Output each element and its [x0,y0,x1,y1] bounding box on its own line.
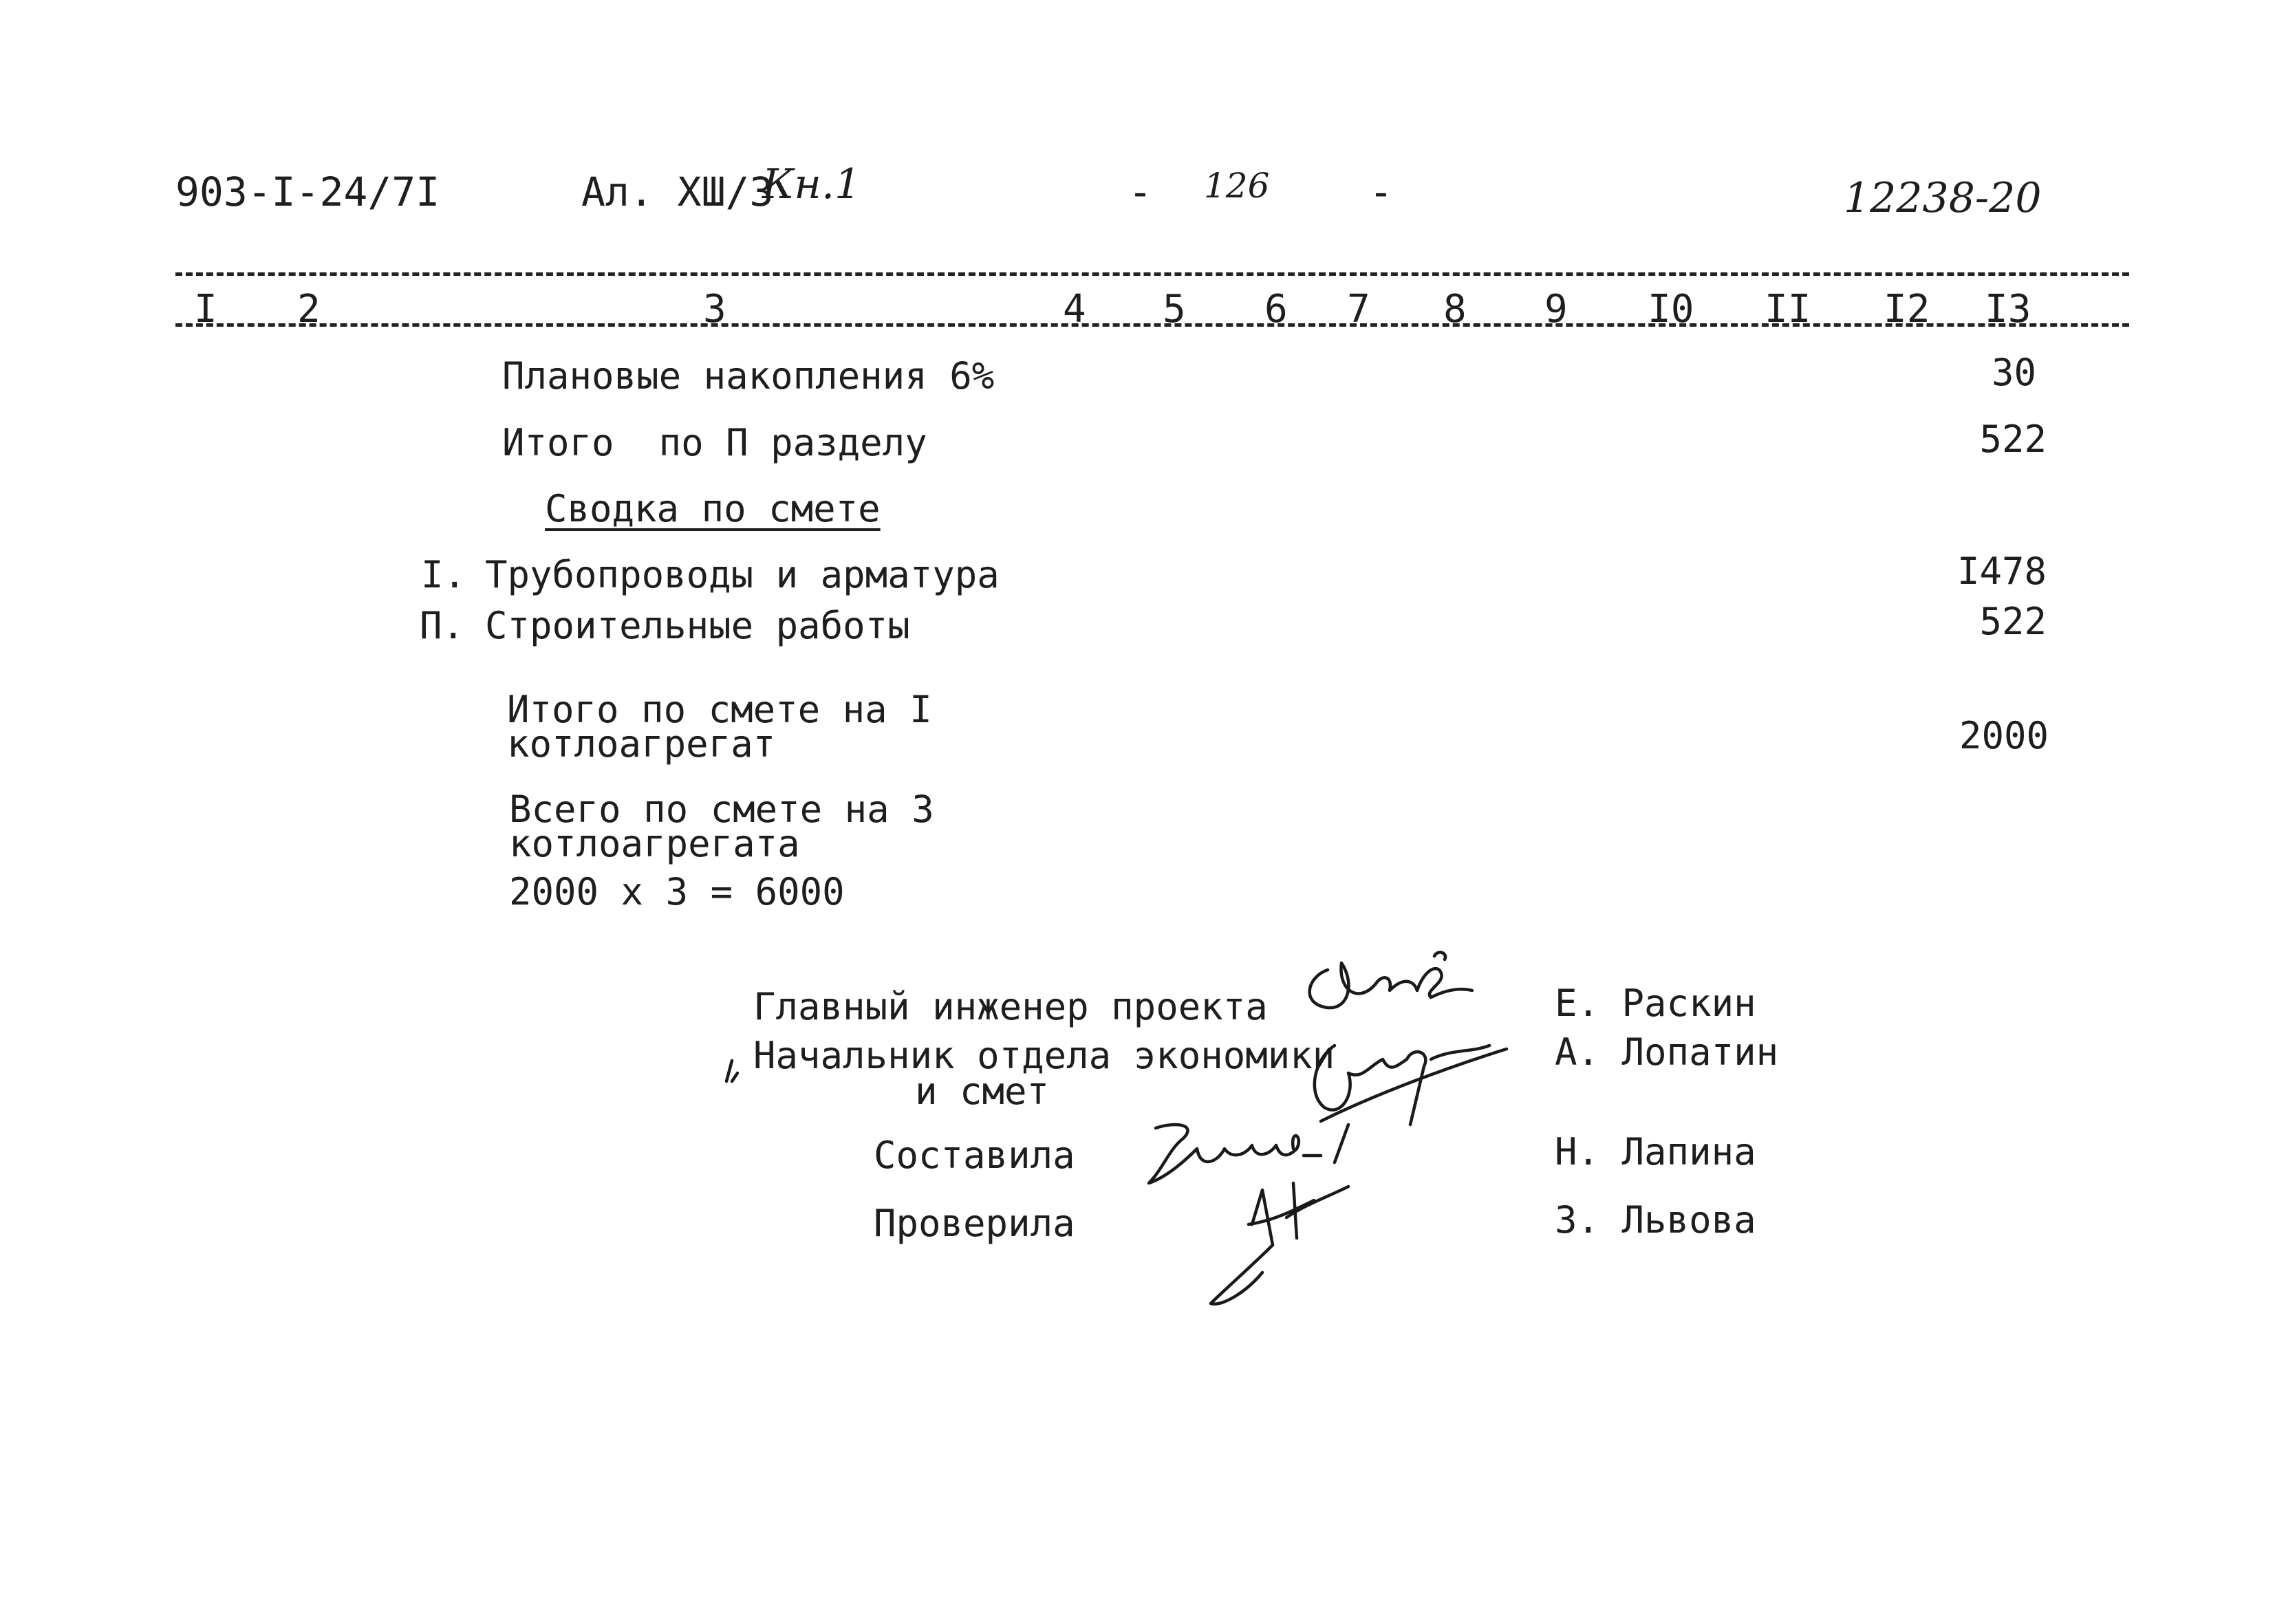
page-dash-left: - [1128,169,1152,215]
signature-role-chief-engineer: Главный инженер проекта [753,985,1268,1028]
summary-index-1: I. [421,553,466,596]
check-mark-icon [722,1052,750,1087]
row-value-planned-savings: 30 [1991,351,2036,394]
column-header-5: 5 [1163,287,1186,332]
row-label-planned-savings: Плановые накопления 6% [502,354,995,398]
column-header-3: 3 [703,287,726,332]
column-header-11: II [1765,287,1811,332]
column-header-13: I3 [1985,287,2031,332]
page-dash-right: - [1369,169,1393,215]
column-header-6: 6 [1264,287,1288,332]
summary-heading: Сводка по смете [545,487,881,530]
grand-total-line1: Всего по смете на 3 [509,788,934,831]
column-header-1: I [194,287,217,332]
page-number: 126 [1204,166,1270,206]
table-header-rule [175,323,2129,327]
album-handwritten: Кн.1 [762,160,861,208]
signature-role-economics-head-line2: и смет [915,1070,1050,1113]
table-top-rule [175,272,2129,276]
grand-total-calculation: 2000 х 3 = 6000 [509,870,845,913]
summary-value-pipelines: I478 [1956,550,2047,593]
summary-index-2: П. [420,604,465,647]
summary-value-construction: 522 [1979,600,2047,643]
column-header-10: I0 [1648,287,1694,332]
signature-role-compiled: Составила [874,1134,1075,1177]
signature-role-checked: Проверила [874,1202,1075,1245]
signature-role-economics-head: Начальник отдела экономики [753,1034,1335,1077]
summary-label-pipelines: Трубопроводы и арматура [485,553,1000,596]
summary-label-construction: Строительные работы [485,604,910,647]
archive-number: 12238-20 [1844,174,2042,222]
signature-lvova-icon [1197,1169,1397,1314]
row-label-section-total: Итого по П разделу [502,421,927,464]
column-header-9: 9 [1544,287,1568,332]
column-header-12: I2 [1884,287,1930,332]
signature-name-lvova: З. Львова [1555,1198,1756,1242]
total-value: 2000 [1959,714,2049,757]
row-value-section-total: 522 [1979,418,2047,461]
grand-total-line2: котлоагрегата [509,822,800,865]
total-label-line1: Итого по смете на I [507,688,932,731]
total-label-line2: котлоагрегат [507,722,776,766]
column-header-4: 4 [1063,287,1086,332]
signature-name-lapina: Н. Лапина [1555,1130,1756,1173]
album-printed: Ал. XШ/3 [581,169,774,215]
column-header-7: 7 [1347,287,1370,332]
doc-code: 903-I-24/7I [175,169,440,215]
column-header-2: 2 [297,287,321,332]
signature-name-lopatin: А. Лопатин [1555,1030,1779,1074]
column-header-8: 8 [1443,287,1467,332]
signature-name-raskin: Е. Раскин [1555,982,1756,1025]
